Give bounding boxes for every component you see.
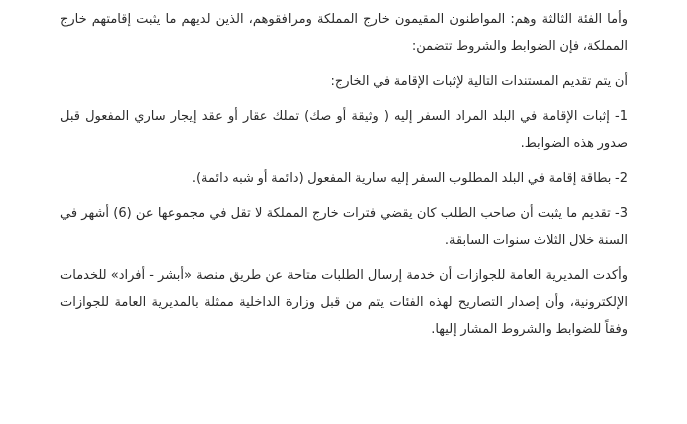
paragraph-documents-required: أن يتم تقديم المستندات التالية لإثبات الإقامة في الخارج: bbox=[330, 74, 628, 89]
article-body bbox=[60, 6, 628, 351]
paragraph-item-3-time-abroad: 3- تقديم ما يثبت أن صاحب الطلب كان يقضي فترات خارج المملكة لا تقل في مجموعها عن (6) أشهر في السنة خلال الثلاث سنوات السابقة. bbox=[60, 206, 628, 248]
paragraph-item-2-residence-card: 2- بطاقة إقامة في البلد المطلوب السفر إليه سارية المفعول (دائمة أو شبه دائمة). bbox=[191, 171, 628, 186]
paragraph-passports-statement: وأكدت المديرية العامة للجوازات أن خدمة إرسال الطلبات متاحة عن طريق منصة «أبشر - أفراد» للخدمات الإلكترونية، وأن إصدار التصاريح لهذه الفئات يتم من قبل وزارة الداخلية ممثلة بالمديرية العامة للجوازات وفقاً للضوابط والشروط المشار إليها. bbox=[60, 268, 628, 337]
paragraph-intro-third-category: وأما الفئة الثالثة وهم: المواطنون المقيمون خارج المملكة ومرافقوهم، الذين لديهم ما يثبت إقامتهم خارج المملكة، فإن الضوابط والشروط تتضمن: bbox=[60, 12, 628, 54]
paragraph-item-1-residence-proof: 1- إثبات الإقامة في البلد المراد السفر إليه ( وثيقة أو صك) تملك عقار أو عقد إيجار ساري المفعول قبل صدور هذه الضوابط. bbox=[60, 109, 628, 151]
